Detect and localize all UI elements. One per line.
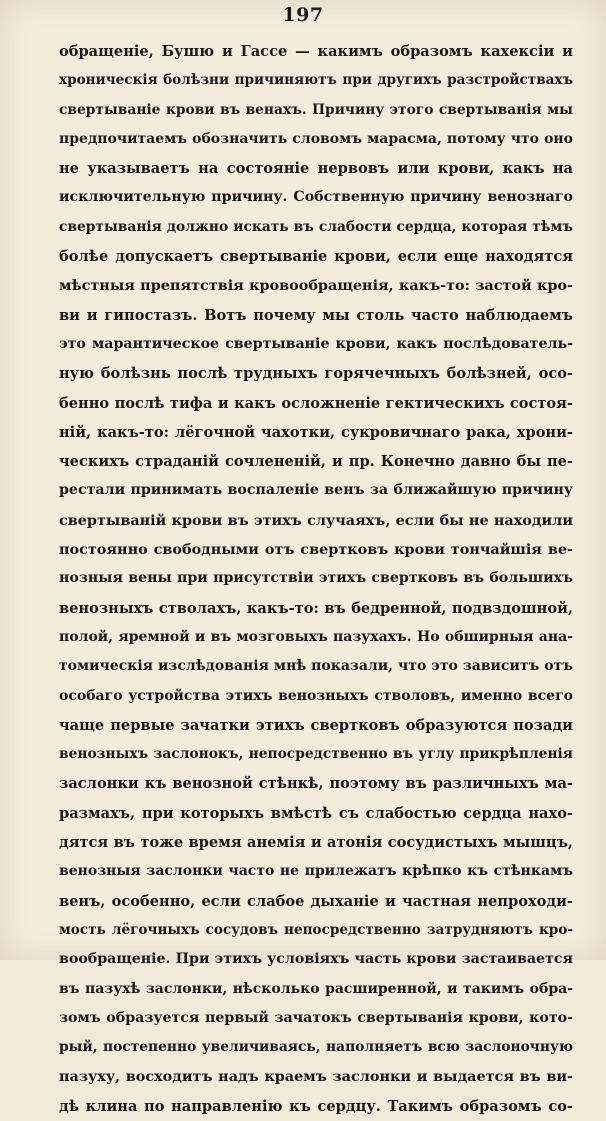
- text-line: рестали принимать воспаленіе венъ за ближайшую причину: [59, 482, 573, 499]
- text-line: это марантическое свертываніе крови, какъ послѣдователь-: [59, 335, 573, 352]
- text-line: ній, какъ-то: лёгочной чахотки, сукровичнаго рака, хрони-: [59, 423, 573, 441]
- text-line: ви и гипостазъ. Вотъ почему мы столь часто наблюдаемъ: [59, 306, 573, 324]
- text-line: хроническія болѣзни причиняютъ при другихъ разстройствахъ: [59, 72, 573, 89]
- text-line: особаго устройства этихъ венозныхъ стволовъ, именно всего: [59, 687, 573, 704]
- text-line: полой, яремной и въ мозговыхъ пазухахъ. Но обширныя ана-: [59, 628, 573, 645]
- text-line: дятся въ тоже время анемія и атонія сосудистыхъ мышцъ,: [59, 834, 573, 852]
- text-line: свертыванія должно искать въ слабости сердца, которая тѣмъ: [59, 218, 573, 235]
- text-line: размахъ, при которыхъ вмѣстѣ съ слабостью сердца нахо-: [59, 804, 573, 822]
- text-line: чаще первые зачатки этихъ свертковъ образуются позади: [59, 716, 573, 734]
- text-line: свертываній крови въ этихъ случаяхъ, если бы не находили: [59, 511, 573, 529]
- text-line: обращеніе, Бушю и Гассе — какимъ образомъ кахексіи и: [59, 43, 573, 60]
- text-line: исключительную причину. Собственную причину венознаго: [59, 189, 573, 206]
- text-line: томическія изслѣдованія мнѣ показали, что это зависитъ отъ: [59, 658, 573, 675]
- text-line: пазуху, восходитъ надъ краемъ заслонки и выдается въ ви-: [59, 1068, 573, 1086]
- text-line: венозныхъ заслонокъ, непосредственно въ углу прикрѣпленія: [59, 746, 573, 763]
- text-line: ческихъ страданій сочлененій, и пр. Конечно давно бы пе-: [59, 453, 573, 471]
- text-line: рый, постепенно увеличиваясь, наполняетъ всю заслоночную: [59, 1039, 573, 1056]
- text-line: свертываніе крови въ венахъ. Причину этого свертыванія мы: [59, 101, 573, 118]
- text-line: мость лёгочныхъ сосудовъ непосредственно затрудняютъ кро-: [59, 921, 573, 938]
- text-line: постоянно свободными отъ свертковъ крови тончайшія ве-: [59, 541, 573, 559]
- text-line: зомъ образуется первый зачатокъ свертыванія крови, кото-: [59, 1009, 573, 1026]
- text-line: предпочитаемъ обозначить словомъ марасма, потому что оно: [59, 130, 573, 147]
- body-text: [59, 37, 573, 1121]
- text-line: вообращеніе. При этихъ условіяхъ часть крови застаивается: [59, 951, 573, 968]
- text-line: венозныя заслонки часто не прилежатъ крѣпко къ стѣнкамъ: [59, 863, 573, 880]
- text-line: венозныхъ стволахъ, какъ-то: въ бедренной, подвздошной,: [59, 599, 573, 617]
- text-line: въ пазухѣ заслонки, нѣсколько расширенной, и такимъ обра-: [59, 980, 573, 997]
- text-line: мѣстныя препятствія кровообращенія, какъ-то: застой кро-: [59, 277, 573, 295]
- text-line: заслонки къ венозной стѣнкѣ, поэтому въ различныхъ ма-: [59, 775, 573, 793]
- page-number: 197: [282, 4, 324, 26]
- text-line: бенно послѣ тифа и какъ осложненіе гектическихъ состоя-: [59, 394, 573, 412]
- text-line: венъ, особенно, если слабое дыханіе и частная непроходи-: [59, 892, 573, 910]
- text-line: ную болѣзнь послѣ трудныхъ горячечныхъ болѣзней, осо-: [59, 365, 573, 383]
- text-line: болѣе допускаетъ свертываніе крови, если еще находятся: [59, 248, 573, 266]
- text-line: дѣ клина по направленію къ сердцу. Такимъ образомъ со-: [59, 1097, 573, 1115]
- text-line: не указываетъ на состояніе нервовъ или крови, какъ на: [59, 160, 573, 178]
- text-line: нозныя вены при присутствіи этихъ свертковъ въ большихъ: [59, 570, 573, 587]
